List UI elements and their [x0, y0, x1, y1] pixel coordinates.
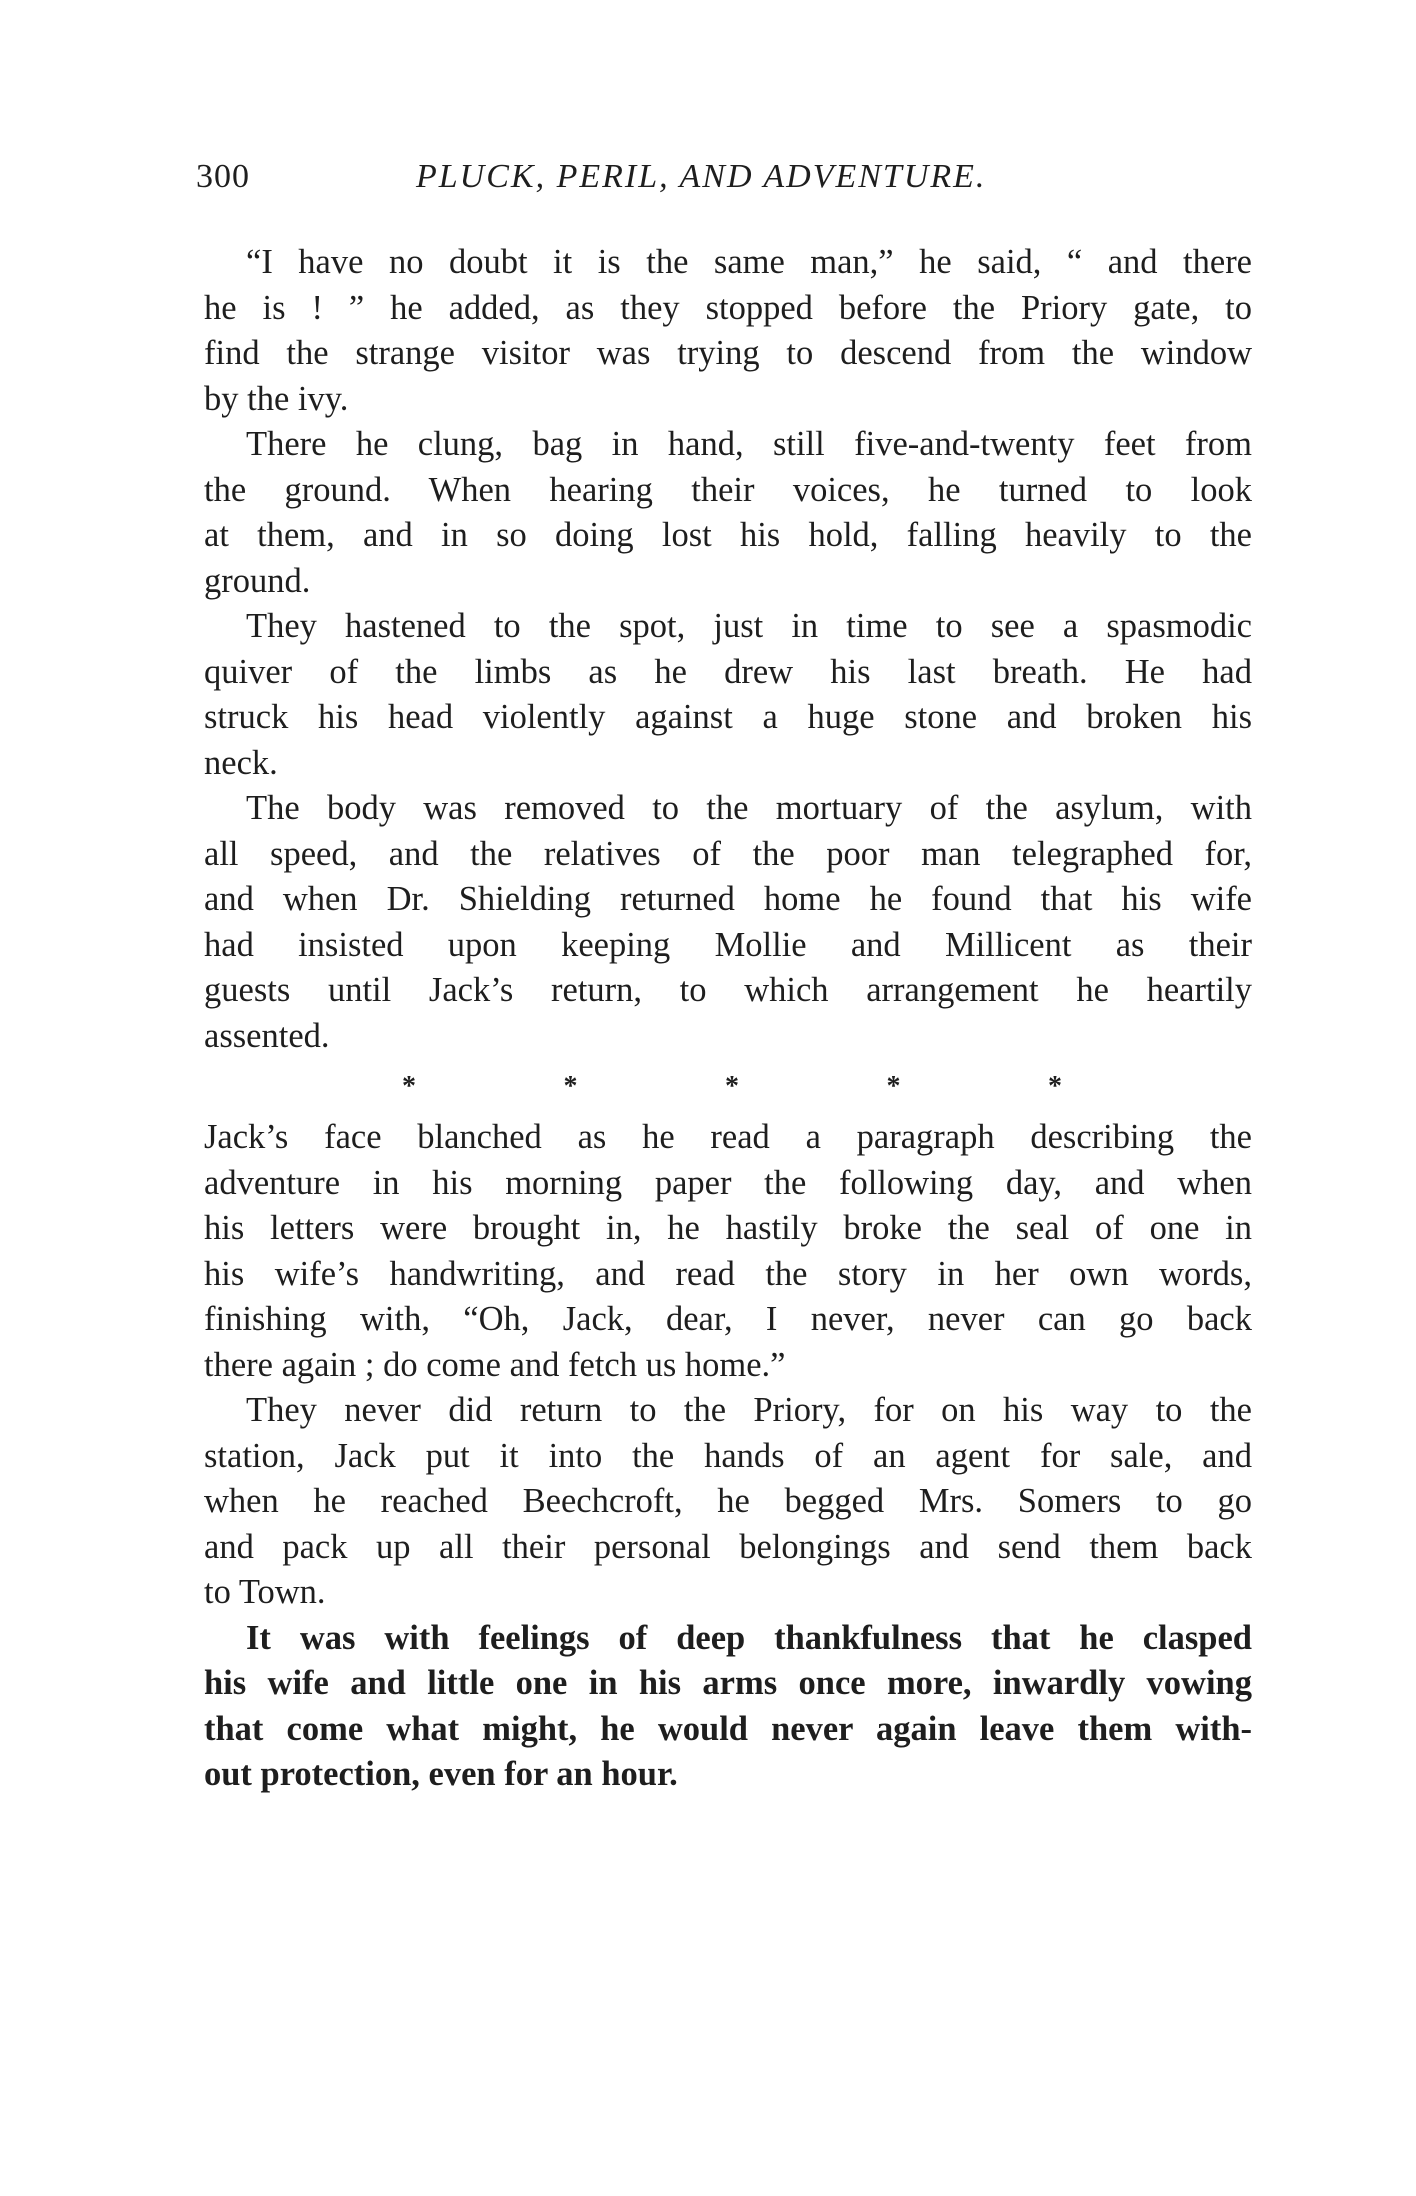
text-line: They hastened to the spot, just in time to see a spasmodic [246, 607, 1252, 645]
text-line: guests until Jack’s return, to which arrangement he heartily [204, 971, 1252, 1009]
text-line: had insisted upon keeping Mollie and Millicent as their [204, 925, 1252, 964]
text-line: his letters were brought in, he hastily broke the seal of one in [204, 1209, 1252, 1247]
body-text [204, 240, 1252, 1798]
paragraph [204, 604, 1252, 786]
text-line: at them, and in so doing lost his hold, falling heavily to the [204, 516, 1252, 554]
section-break-star: * [563, 1071, 578, 1103]
section-break-star: * [402, 1071, 416, 1103]
section-break-star: * [725, 1071, 739, 1103]
running-title: PLUCK, PERIL, AND ADVENTURE. [416, 158, 987, 195]
paragraph [204, 786, 1252, 1059]
paragraph [204, 422, 1252, 604]
text-line: finishing with, “Oh, Jack, dear, I never, never can go back [204, 1300, 1252, 1338]
text-line: all speed, and the relatives of the poor man telegraphed for, [204, 834, 1252, 873]
text-line: and when Dr. Shielding returned home he found that his wife [204, 880, 1252, 918]
text-line: neck. [204, 743, 278, 782]
text-line: to Town. [204, 1573, 326, 1611]
text-line: the ground. When hearing their voices, he turned to look [204, 470, 1252, 509]
text-line: “I have no doubt it is the same man,” he said, “ and there [246, 243, 1252, 281]
paragraph [204, 1616, 1252, 1798]
text-line: There he clung, bag in hand, still five-and-twenty feet from [246, 425, 1252, 463]
text-line: his wife’s handwriting, and read the story in her own words, [204, 1254, 1252, 1293]
text-line: that come what might, he would never again leave them with- [204, 1709, 1252, 1748]
text-line: quiver of the limbs as he drew his last breath. He had [204, 652, 1252, 691]
text-line: when he reached Beechcroft, he begged Mrs. Somers to go [204, 1482, 1252, 1520]
text-line: there again ; do come and fetch us home.” [204, 1345, 786, 1384]
text-line: assented. [204, 1016, 330, 1055]
section-break [402, 1059, 1062, 1115]
paragraph [204, 240, 1252, 422]
text-line: station, Jack put it into the hands of an agent for sale, and [204, 1436, 1252, 1475]
page-number: 300 [196, 158, 250, 195]
text-line: It was with feelings of deep thankfulness that he clasped [246, 1618, 1252, 1657]
text-line: ground. [204, 561, 311, 600]
page-header [196, 158, 1256, 204]
text-line: he is ! ” he added, as they stopped before the Priory gate, to [204, 288, 1252, 327]
text-line: adventure in his morning paper the following day, and when [204, 1163, 1252, 1202]
text-line: out protection, even for an hour. [204, 1755, 678, 1793]
text-line: Jack’s face blanched as he read a paragraph describing the [204, 1118, 1252, 1156]
text-line: his wife and little one in his arms once more, inwardly vowing [204, 1664, 1252, 1702]
section-break-star: * [886, 1071, 901, 1103]
text-line: The body was removed to the mortuary of the asylum, with [246, 789, 1252, 827]
paragraph [204, 1388, 1252, 1616]
text-line: find the strange visitor was trying to descend from the window [204, 334, 1252, 372]
text-line: by the ivy. [204, 379, 349, 418]
text-line: and pack up all their personal belongings and send them back [204, 1527, 1252, 1566]
text-line: struck his head violently against a huge stone and broken his [204, 698, 1252, 736]
paragraph [204, 1115, 1252, 1388]
section-break-star: * [1048, 1071, 1062, 1103]
text-line: They never did return to the Priory, for on his way to the [246, 1391, 1252, 1429]
